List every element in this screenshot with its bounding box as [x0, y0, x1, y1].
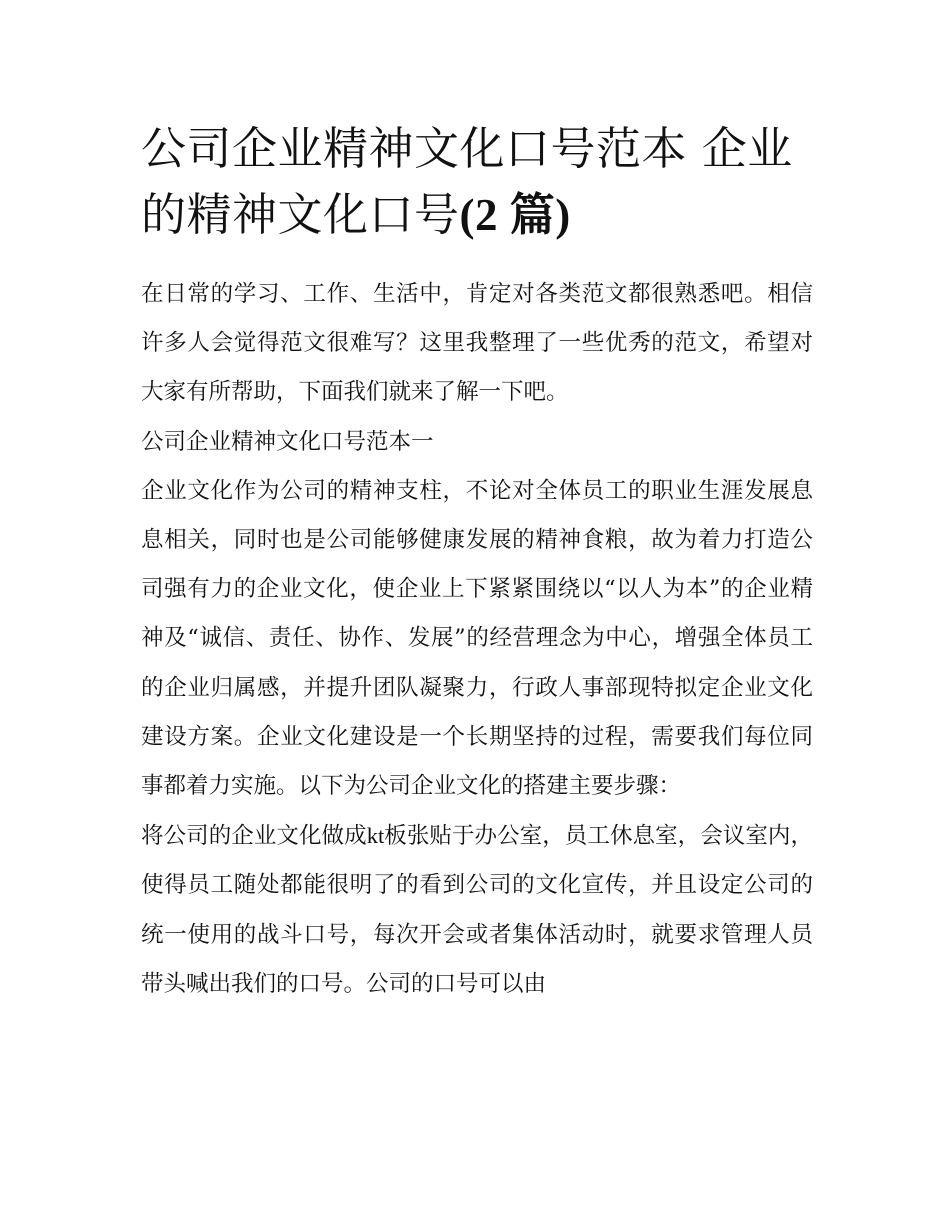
body-paragraph-kt: [141, 811, 813, 1009]
document-body: [141, 270, 813, 1009]
document-title: [141, 116, 813, 248]
kt-text-before: 将公司的企业文化做成: [141, 823, 367, 850]
document-content: [141, 116, 813, 1009]
kt-text-after: 板张贴于办公室，员工休息室，会议室内，使得员工随处都能很明了的看到公司的文化宣传，并且设定公司的统一使用的战斗口号，每次开会或者集体活动时，就要求管理人员带头喊出我们的口号。公司的口号可以由: [141, 823, 813, 997]
body-paragraph: 企业文化作为公司的精神支柱，不论对全体员工的职业生涯发展息息相关，同时也是公司能够健康发展的精神食粮，故为着力打造公司强有力的企业文化，使企业上下紧紧围绕以“以人为本”的企业精神及“诚信、责任、协作、发展”的经营理念为中心，增强全体员工的企业归属感，并提升团队凝聚力，行政人事部现特拟定企业文化建设方案。企业文化建设是一个长期坚持的过程，需要我们每位同事都着力实施。以下为公司企业文化的搭建主要步骤：: [141, 477, 813, 800]
title-count: (2 篇): [459, 190, 571, 240]
title-main: 公司企业精神文化口号范本 企业的精神文化口号: [141, 122, 793, 241]
section-heading: 公司企业精神文化口号范本一: [141, 428, 434, 455]
intro-paragraph: 在日常的学习、工作、生活中，肯定对各类范文都很熟悉吧。相信许多人会觉得范文很难写？这里我整理了一些优秀的范文，希望对大家有所帮助，下面我们就来了解一下吧。: [141, 281, 813, 406]
kt-text-latin: kt: [366, 823, 385, 849]
